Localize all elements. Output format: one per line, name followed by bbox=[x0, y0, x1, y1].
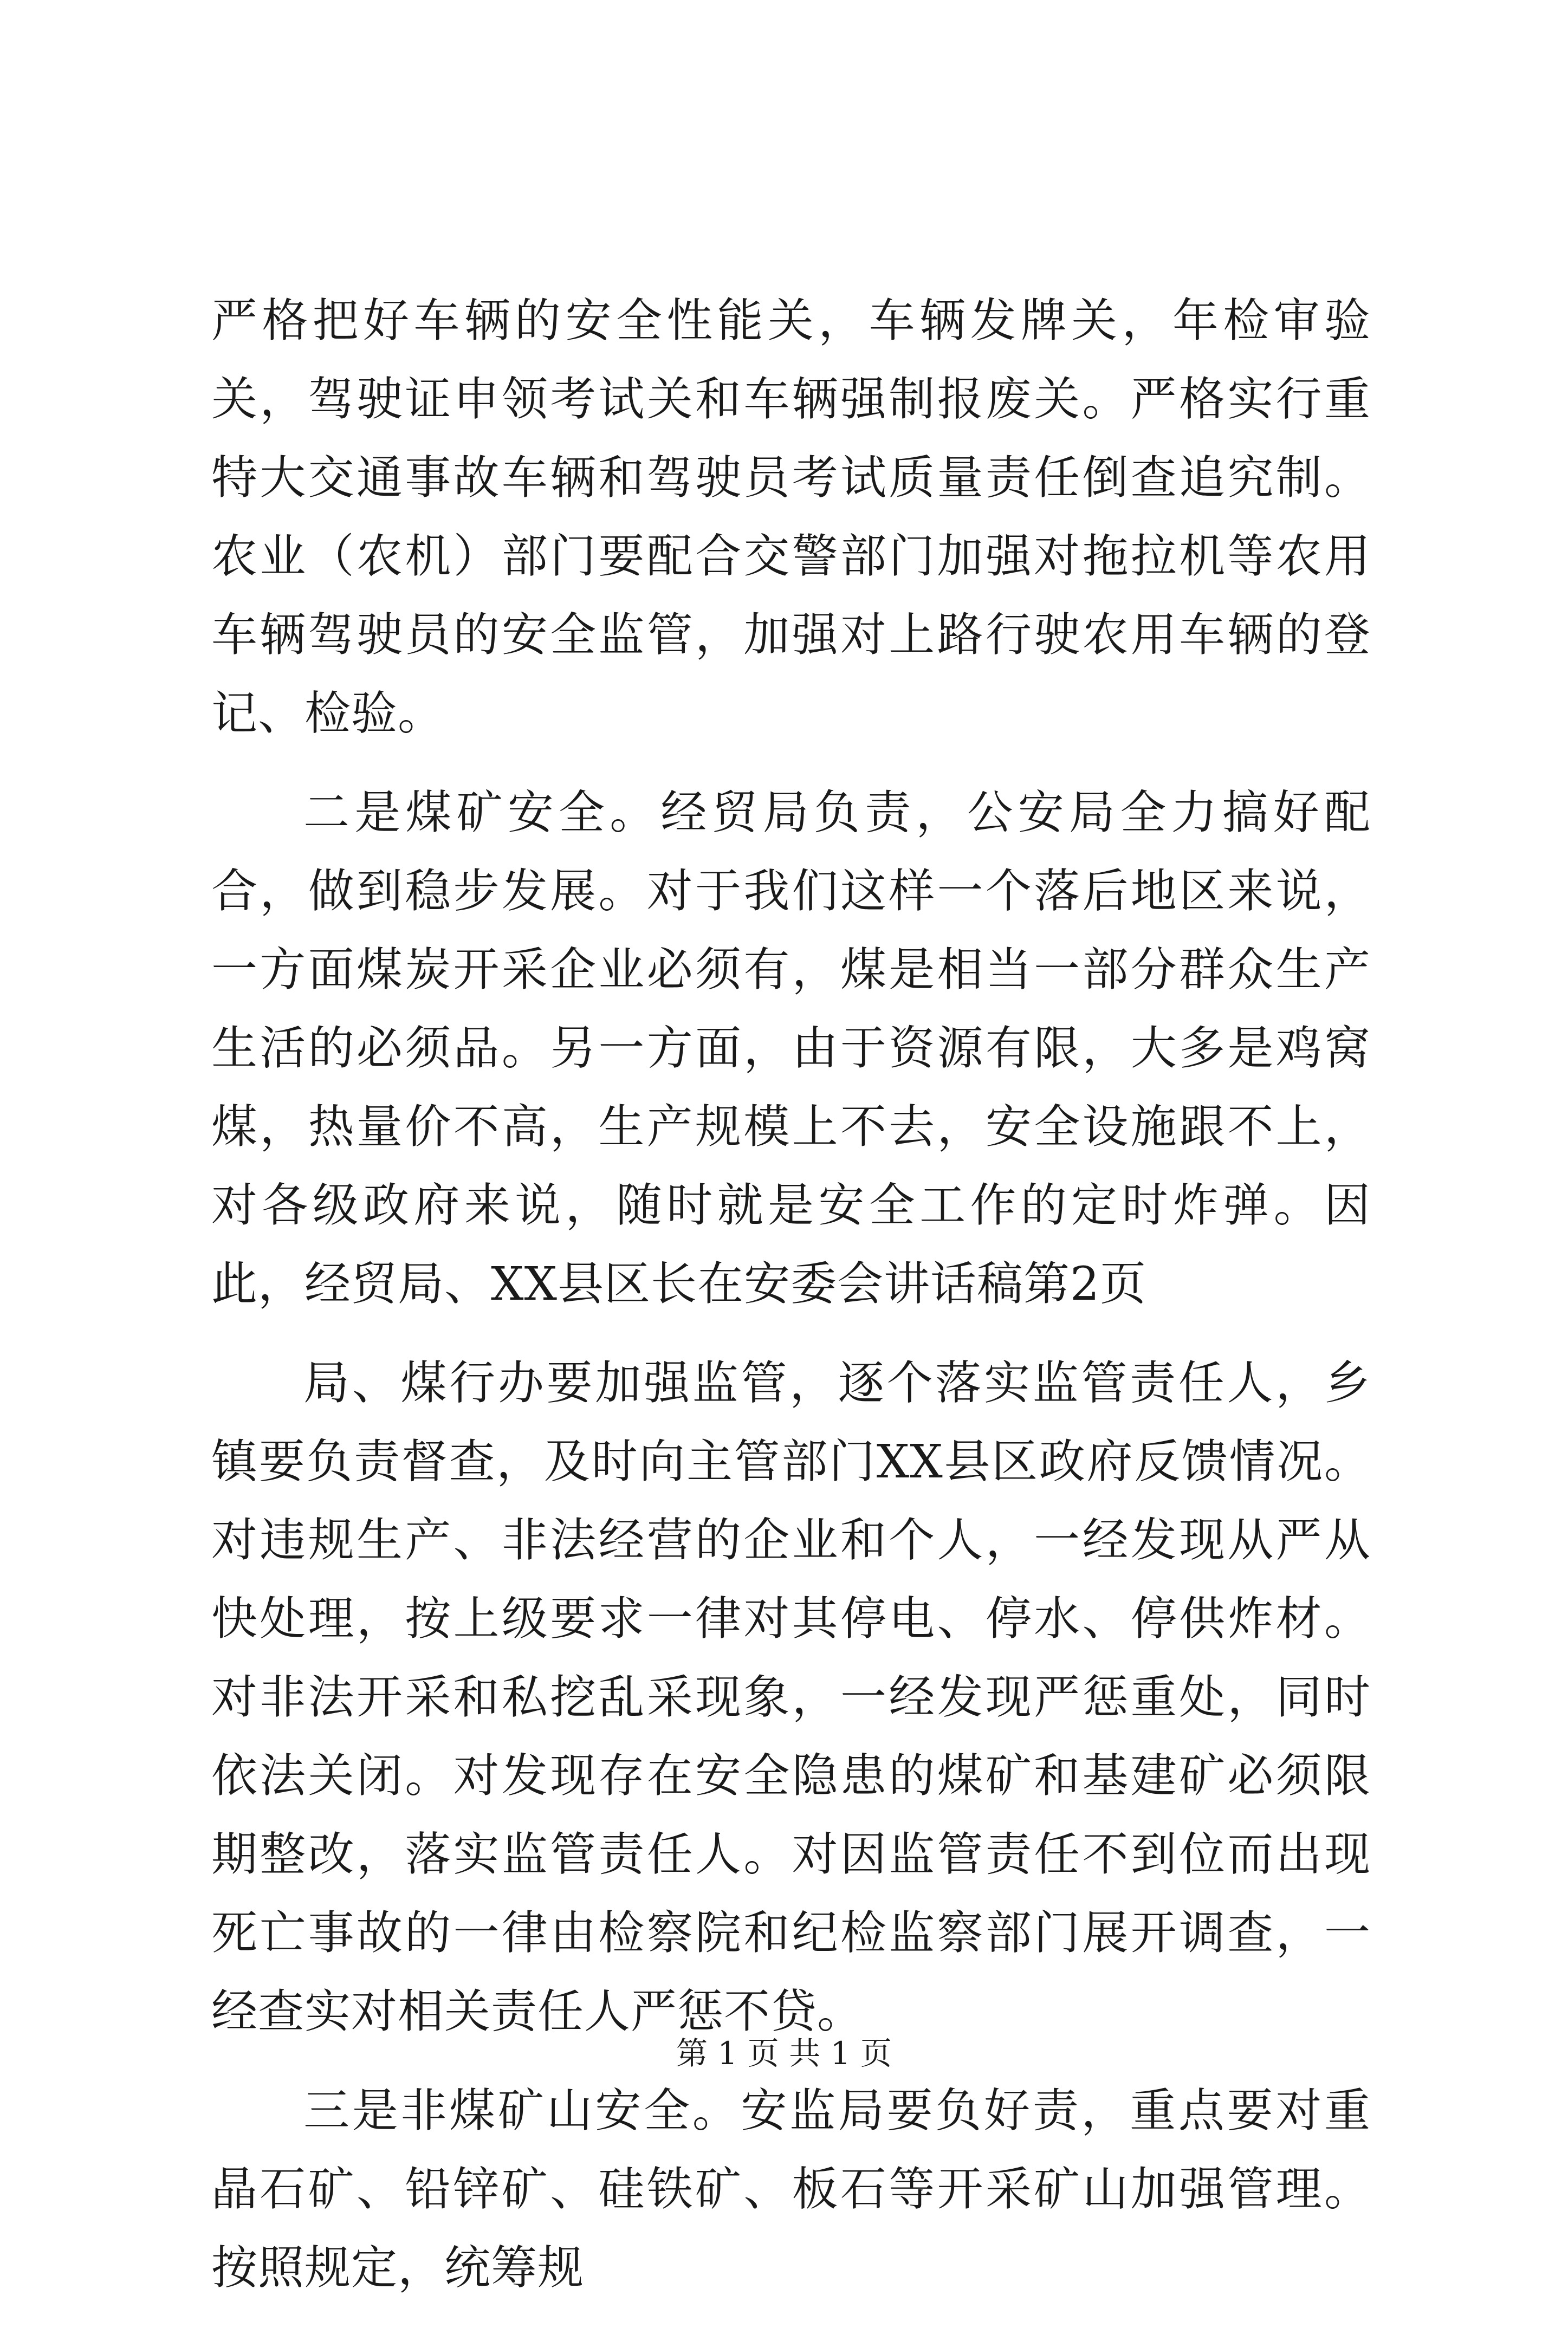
paragraph-non-coal-mine-safety: 三是非煤矿山安全。安监局要负好责，重点要对重晶石矿、铅锌矿、硅铁矿、板石等开采矿山加强管理。按照规定，统筹规 bbox=[211, 2084, 1371, 2295]
paragraph-coal-supervision: 局、煤行办要加强监管，逐个落实监管责任人，乡镇要负责督查，及时向主管部门XX县区政府反馈情况。对违规生产、非法经营的企业和个人，一经发现从严从快处理，按上级要求一律对其停电、停水、停供炸材。对非法开采和私挖乱采现象，一经发现严惩重处，同时依法关闭。对发现存在安全隐患的煤矿和基建矿必须限期整改，落实监管责任人。对因监管责任不到位而出现死亡事故的一律由检察院和纪检监察部门展开调查，一经查实对相关责任人严惩不贷。 bbox=[211, 1357, 1371, 2039]
page-footer bbox=[0, 2032, 1568, 2075]
document-body bbox=[211, 282, 1371, 2328]
page-number: 第 1 页 共 1 页 bbox=[676, 2035, 892, 2072]
paragraph-coal-mine-safety: 二是煤矿安全。经贸局负责，公安局全力搞好配合，做到稳步发展。对于我们这样一个落后地区来说，一方面煤炭开采企业必须有，煤是相当一部分群众生产生活的必须品。另一方面，由于资源有限，大多是鸡窝煤，热量价不高，生产规模上不去，安全设施跟不上，对各级政府来说，随时就是安全工作的定时炸弹。因此，经贸局、XX县区长在安委会讲话稿第2页 bbox=[211, 786, 1371, 1311]
paragraph-vehicle-safety: 严格把好车辆的安全性能关，车辆发牌关，年检审验关，驾驶证申领考试关和车辆强制报废关。严格实行重特大交通事故车辆和驾驶员考试质量责任倒查追究制。农业（农机）部门要配合交警部门加强对拖拉机等农用车辆驾驶员的安全监管，加强对上路行驶农用车辆的登记、检验。 bbox=[211, 294, 1371, 741]
